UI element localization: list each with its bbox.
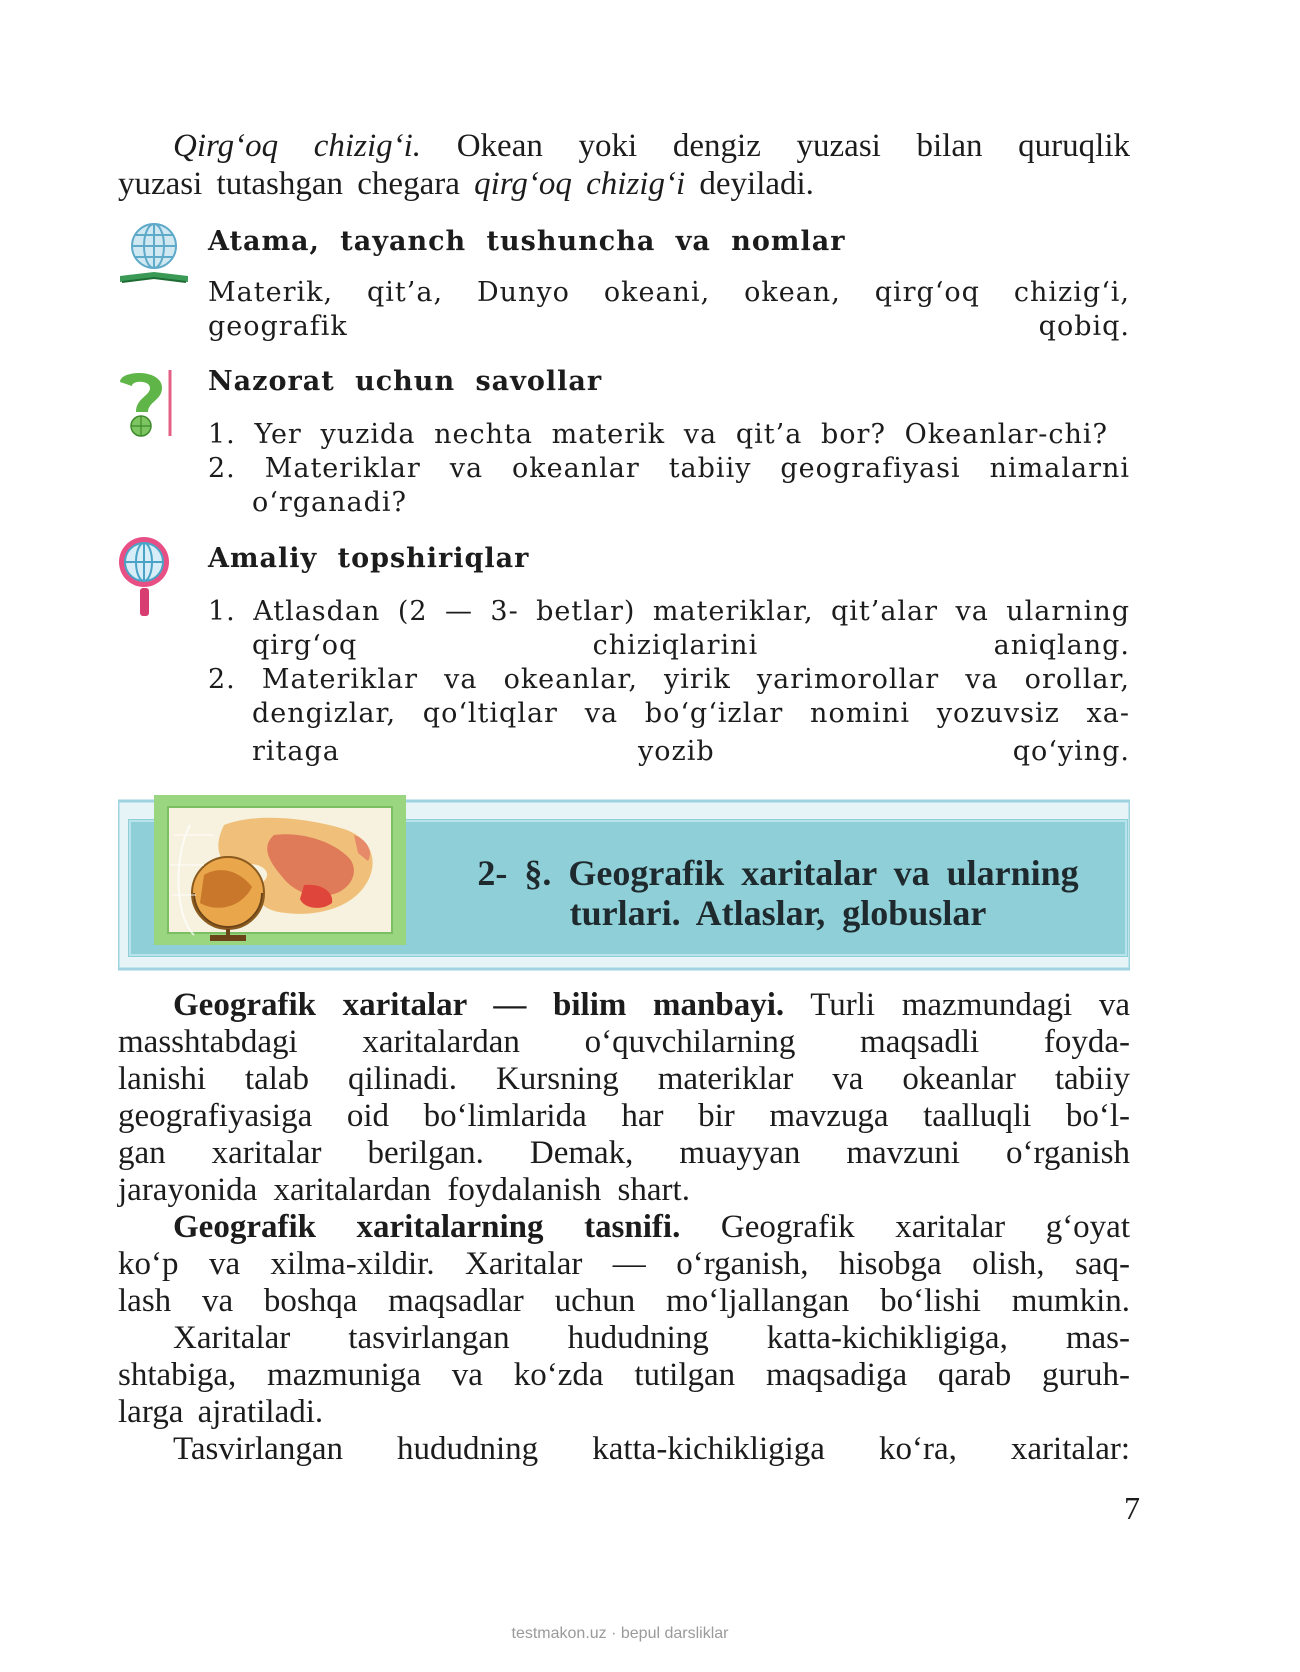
globe-book-icon [118, 220, 190, 288]
body-p1-bold: Geografik xaritalar — bilim manbayi. [173, 987, 785, 1023]
body-p3-line-1 [118, 1320, 1130, 1357]
section-title-line-2: turlari. Atlaslar, globuslar [569, 893, 987, 933]
body-p1-line-6: jarayonida xaritalardan foydalanish shart. [118, 1172, 690, 1208]
body-p1-line-4: geografiyasiga oid bo‘limlarida har bir mavzuga taalluqli bo‘l- [118, 1098, 1130, 1134]
body-text: Tasvirlangan hududning katta-kichikligiga ko‘ra, xaritalar: [173, 1431, 1130, 1467]
section-banner [118, 795, 1130, 973]
question-1: 1. Yer yuzida nechta materik va qit’a bor? Okeanlar-chi? [208, 419, 1108, 450]
question-2-line-1: 2. Materiklar va okeanlar tabiiy geografiyasi nimalarni [208, 453, 1130, 484]
intro-text: deyiladi. [685, 166, 814, 202]
body-p1-line-1 [118, 987, 1130, 1024]
task-1-line-2: qirg‘oq chiziqlarini aniqlang. [252, 630, 1130, 661]
body-p2-bold: Geografik xaritalarning tasnifi. [173, 1209, 681, 1245]
magnifier-globe-icon [116, 534, 176, 624]
page-number: 7 [1124, 1490, 1140, 1526]
body-p1-line-2: masshtabdagi xaritalardan o‘quvchilarning maqsadli foyda- [118, 1024, 1130, 1060]
question-2-line-2: o‘rganadi? [252, 487, 408, 518]
body-text: Xaritalar tasvirlangan hududning katta-kichikligiga, mas- [173, 1320, 1130, 1356]
intro-term: qirg‘oq chizig‘i [474, 166, 686, 202]
body-p2-line-3: lash va boshqa maqsadlar uchun mo‘ljallangan bo‘lishi mumkin. [118, 1283, 1130, 1319]
tasks-heading: Amaliy topshiriqlar [208, 543, 530, 574]
section-title-line-1: 2- §. Geografik xaritalar va ularning [477, 853, 1079, 893]
map-and-globe-image [154, 795, 406, 945]
task-1-line-1: 1. Atlasdan (2 — 3- betlar) materiklar, qit’alar va ularning [208, 596, 1130, 627]
intro-term: Qirg‘oq chizig‘i. [173, 128, 422, 164]
body-text: Turli mazmundagi va [784, 987, 1130, 1023]
terms-line-1: Materik, qit’a, Dunyo okeani, okean, qirg‘oq chizig‘i, [208, 277, 1130, 308]
body-p2-line-2: ko‘p va xilma-xildir. Xaritalar — o‘rganish, hisobga olish, saq- [118, 1246, 1130, 1282]
terms-heading: Atama, tayanch tushuncha va nomlar [208, 226, 846, 257]
task-2-line-1: 2. Materiklar va okeanlar, yirik yarimorollar va orollar, [208, 664, 1130, 695]
intro-text: yuzasi tutashgan chegara [118, 166, 475, 202]
footer-watermark: testmakon.uz · bepul darsliklar [511, 1625, 729, 1642]
body-p2-line-1 [118, 1209, 1130, 1246]
section-title [418, 853, 1138, 933]
body-p1-line-3: lanishi talab qilinadi. Kursning materiklar va okeanlar tabiiy [118, 1061, 1130, 1097]
task-2-line-3: ritaga yozib qo‘ying. [252, 736, 1130, 767]
body-p1-line-5: gan xaritalar berilgan. Demak, muayyan mavzuni o‘rganish [118, 1135, 1130, 1171]
task-2-line-2: dengizlar, qo‘ltiqlar va bo‘g‘izlar nomini yozuvsiz xa- [252, 698, 1130, 729]
intro-line-1 [118, 128, 1130, 165]
body-text: Geografik xaritalar g‘oyat [680, 1209, 1130, 1245]
terms-line-2: geografik qobiq. [208, 311, 1130, 342]
intro-line-2 [118, 166, 1130, 203]
questions-heading: Nazorat uchun savollar [208, 366, 603, 397]
intro-text: Okean yoki dengiz yuzasi bilan quruqlik [421, 128, 1131, 164]
question-mark-icon [116, 368, 180, 440]
body-p3-line-3: larga ajratiladi. [118, 1394, 324, 1430]
body-p4-line-1 [118, 1431, 1130, 1468]
body-p3-line-2: shtabiga, mazmuniga va ko‘zda tutilgan maqsadiga qarab guruh- [118, 1357, 1130, 1393]
